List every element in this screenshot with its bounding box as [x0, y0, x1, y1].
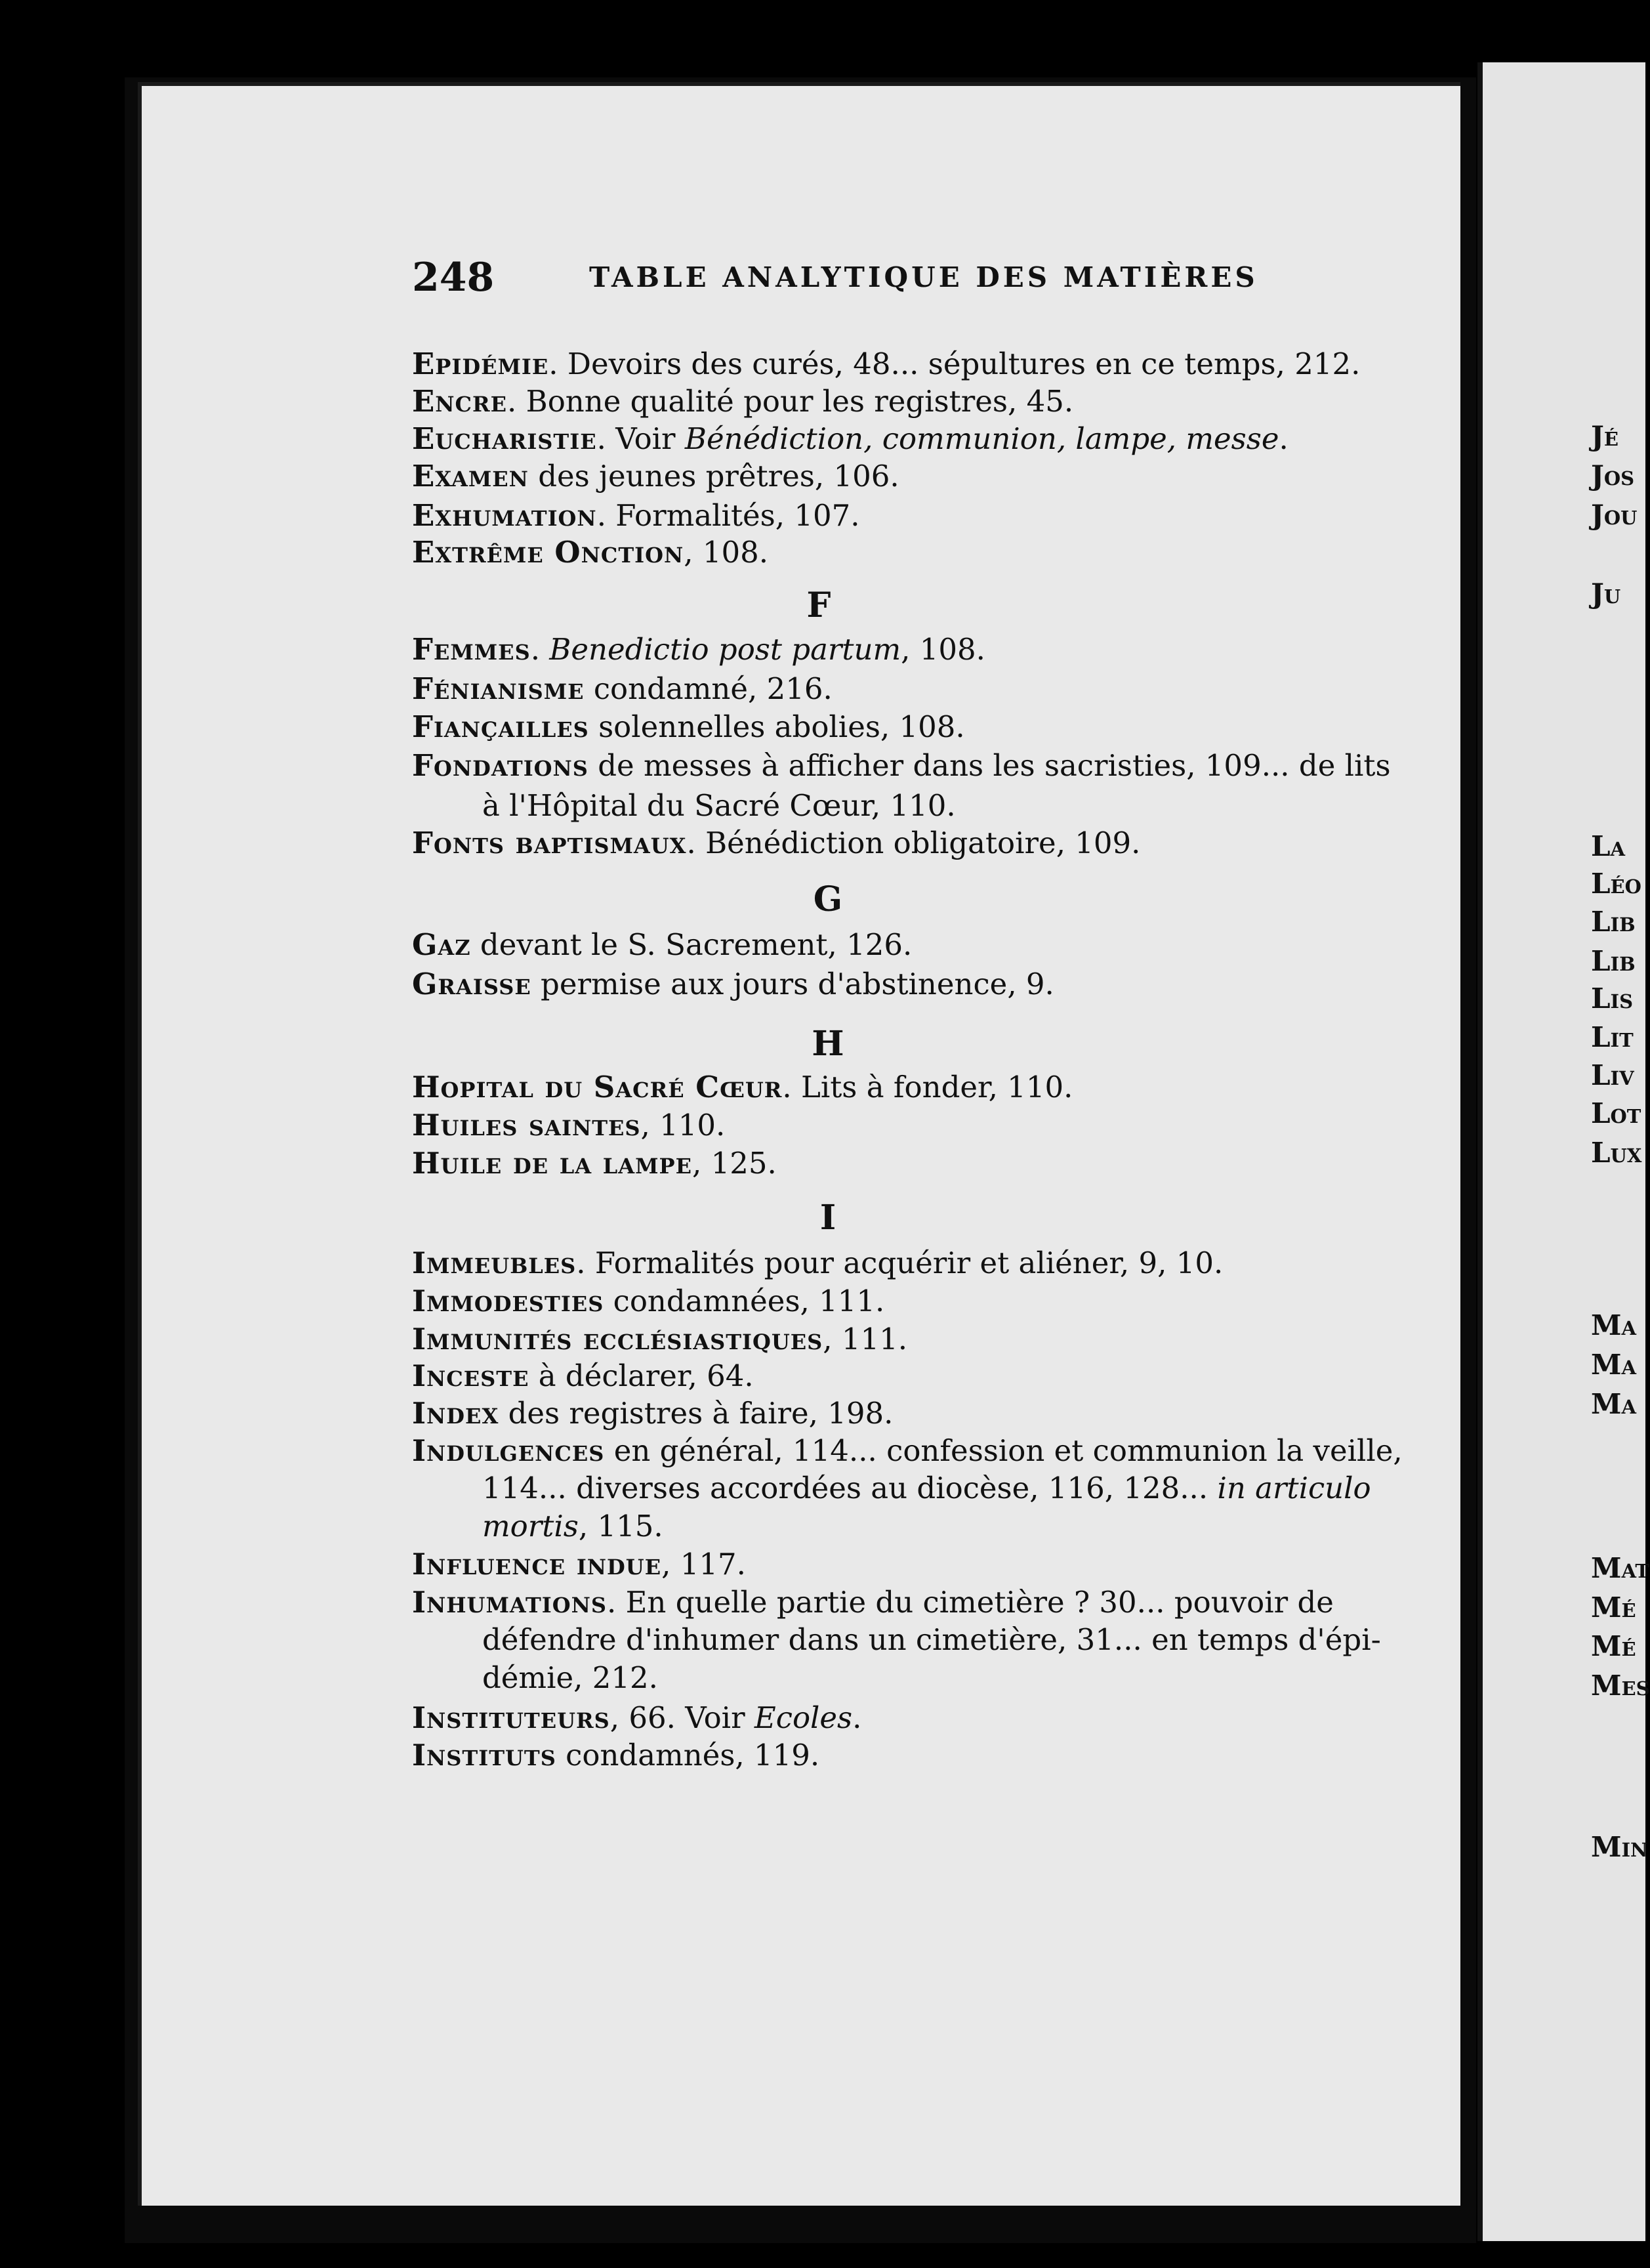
adjacent-page-text-fragment: Mé — [1591, 1630, 1636, 1662]
entry-headword: Fiançailles — [412, 709, 589, 744]
index-entry — [412, 345, 1360, 384]
entry-headword: Instituts — [412, 1738, 556, 1773]
entry-continuation — [482, 1620, 1381, 1660]
adjacent-page-text-fragment: Lib — [1591, 945, 1636, 977]
entry-text: , 115. — [578, 1509, 663, 1544]
entry-continuation — [482, 1469, 1371, 1508]
entry-text: , 125. — [691, 1146, 777, 1181]
section-letter: H — [812, 1024, 844, 1064]
entry-text: . Voir — [596, 421, 685, 456]
page-number: 248 — [412, 255, 495, 301]
entry-text: condamnés, 119. — [556, 1738, 820, 1773]
index-entry — [412, 1583, 1334, 1622]
adjacent-page-text-fragment: Min — [1591, 1831, 1648, 1863]
entry-text: à l'Hôpital du Sacré Cœur, 110. — [482, 788, 956, 823]
entry-text-italic: Bénédiction, communion, lampe, messe — [684, 421, 1279, 456]
adjacent-page-text-fragment: Jou — [1591, 499, 1638, 531]
index-entry — [412, 1698, 861, 1738]
index-entry — [412, 1394, 893, 1433]
entry-headword: Femmes — [412, 632, 531, 667]
adjacent-page-text-fragment: La — [1591, 830, 1626, 862]
entry-text: démie, 212. — [482, 1660, 658, 1695]
entry-text-italic: in articulo — [1217, 1471, 1371, 1505]
entry-headword: Huiles saintes — [412, 1108, 641, 1143]
entry-text: . Devoirs des curés, 48... sépultures en ce temps, 212. — [548, 346, 1361, 381]
adjacent-page-text-fragment: Mé — [1591, 1591, 1636, 1624]
entry-text: . — [1279, 421, 1289, 456]
entry-headword: Instituteurs — [412, 1700, 610, 1735]
running-title: TABLE ANALYTIQUE DES MATIÈRES — [589, 261, 1258, 293]
entry-headword: Fondations — [412, 748, 588, 783]
section-letter: I — [819, 1198, 836, 1238]
index-entry — [412, 965, 1054, 1004]
entry-continuation — [482, 1658, 658, 1698]
entry-headword: Influence indue — [412, 1547, 662, 1582]
entry-text-italic: Benedictio post partum — [549, 632, 901, 667]
entry-text: , 66. Voir — [609, 1700, 754, 1735]
entry-text: , 117. — [661, 1547, 746, 1582]
entry-text: de messes à afficher dans les sacristies, 109... de lits — [588, 748, 1391, 783]
entry-headword: Inhumations — [412, 1585, 607, 1620]
adjacent-page-text-fragment: Lit — [1591, 1021, 1634, 1053]
index-entry — [412, 382, 1073, 421]
index-entry — [412, 1356, 754, 1396]
entry-text: . Formalités pour acquérir et aliéner, 9, 10. — [576, 1246, 1224, 1280]
entry-text: permise aux jours d'abstinence, 9. — [531, 967, 1054, 1001]
entry-headword: Hopital du Sacré Cœur — [412, 1070, 783, 1104]
adjacent-page-text-fragment: Mat — [1591, 1552, 1649, 1584]
entry-continuation — [482, 786, 956, 826]
entry-text: , 108. — [901, 632, 985, 667]
entry-headword: Extrême Onction — [412, 535, 684, 570]
adjacent-page-text-fragment: Lis — [1591, 982, 1634, 1015]
entry-text: condamnées, 111. — [604, 1284, 885, 1318]
index-entry — [412, 1068, 1073, 1107]
index-entry — [412, 1106, 725, 1145]
index-entry — [412, 1244, 1223, 1283]
entry-text: . Formalités, 107. — [596, 498, 860, 533]
index-entry — [412, 419, 1289, 459]
entry-text: en général, 114... confession et communion la veille, — [604, 1433, 1403, 1468]
entry-text: des registres à faire, 198. — [499, 1396, 894, 1431]
adjacent-page-text-fragment: Léo — [1591, 868, 1641, 900]
index-entry — [412, 824, 1141, 863]
entry-headword: Encre — [412, 384, 508, 419]
entry-text: défendre d'inhumer dans un cimetière, 31... en temps d'épi- — [482, 1622, 1381, 1657]
section-letter: G — [813, 879, 843, 919]
entry-text: . Lits à fonder, 110. — [782, 1070, 1073, 1104]
entry-headword: Immunités ecclésiastiques — [412, 1322, 823, 1356]
index-entry — [412, 1545, 746, 1584]
entry-headword: Exhumation — [412, 498, 597, 533]
entry-text-italic: mortis — [482, 1509, 579, 1544]
entry-headword: Examen — [412, 459, 529, 494]
index-entry — [412, 1320, 907, 1359]
entry-headword: Huile de la lampe — [412, 1146, 692, 1181]
entry-text: . En quelle partie du cimetière ? 30... pouvoir de — [606, 1585, 1334, 1620]
index-entry — [412, 925, 912, 965]
entry-text: , 110. — [640, 1108, 726, 1143]
entry-text: solennelles abolies, 108. — [588, 709, 965, 744]
entry-text: , 108. — [684, 535, 769, 570]
entry-headword: Fonts baptismaux — [412, 826, 687, 860]
entry-text-italic: Ecoles — [754, 1700, 853, 1735]
adjacent-page-text-fragment: Ma — [1591, 1349, 1636, 1381]
entry-text: . — [852, 1700, 862, 1735]
entry-text: à déclarer, 64. — [529, 1358, 754, 1393]
entry-headword: Graisse — [412, 967, 531, 1001]
entry-text: devant le S. Sacrement, 126. — [470, 927, 913, 962]
adjacent-page-text-fragment: Ma — [1591, 1309, 1636, 1341]
index-entry — [412, 1431, 1403, 1471]
entry-headword: Indulgences — [412, 1433, 605, 1468]
entry-headword: Fénianisme — [412, 671, 585, 706]
index-entry — [412, 533, 768, 572]
adjacent-page-text-fragment: Liv — [1591, 1059, 1634, 1091]
adjacent-page-text-fragment: Lux — [1591, 1137, 1642, 1169]
adjacent-page-text-fragment: Lot — [1591, 1097, 1641, 1129]
index-entry — [412, 707, 965, 747]
entry-continuation — [482, 1507, 663, 1546]
entry-headword: Index — [412, 1396, 499, 1431]
index-entry — [412, 669, 833, 709]
entry-headword: Epidémie — [412, 346, 549, 381]
entry-text: 114... diverses accordées au diocèse, 116, 128... — [482, 1471, 1218, 1505]
entry-text: des jeunes prêtres, 106. — [528, 459, 899, 494]
entry-text: . Bénédiction obligatoire, 109. — [686, 826, 1141, 860]
adjacent-page-text-fragment: Lib — [1591, 906, 1636, 938]
page-header — [412, 255, 1396, 307]
section-letter: F — [806, 585, 831, 625]
entry-text: condamné, 216. — [584, 671, 833, 706]
entry-headword: Eucharistie — [412, 421, 597, 456]
adjacent-page-text-fragment: Mes — [1591, 1670, 1650, 1702]
index-entry — [412, 457, 899, 496]
entry-headword: Immodesties — [412, 1284, 604, 1318]
adjacent-page-text-fragment: Ju — [1591, 578, 1621, 610]
adjacent-page-text-fragment: Jos — [1591, 459, 1635, 492]
entry-headword: Inceste — [412, 1358, 529, 1393]
entry-headword: Gaz — [412, 927, 471, 962]
adjacent-page-text-fragment: Ma — [1591, 1388, 1636, 1420]
index-entry — [412, 1144, 777, 1183]
entry-text: . Bonne qualité pour les registres, 45. — [507, 384, 1074, 419]
entry-headword: Immeubles — [412, 1246, 577, 1280]
index-entry — [412, 496, 860, 536]
index-entry — [412, 630, 985, 669]
index-entry — [412, 1736, 819, 1775]
entry-text: . — [530, 632, 550, 667]
adjacent-page-text-fragment: Jé — [1591, 420, 1619, 452]
index-entry — [412, 746, 1391, 786]
entry-text: , 111. — [823, 1322, 908, 1356]
index-entry — [412, 1282, 884, 1321]
